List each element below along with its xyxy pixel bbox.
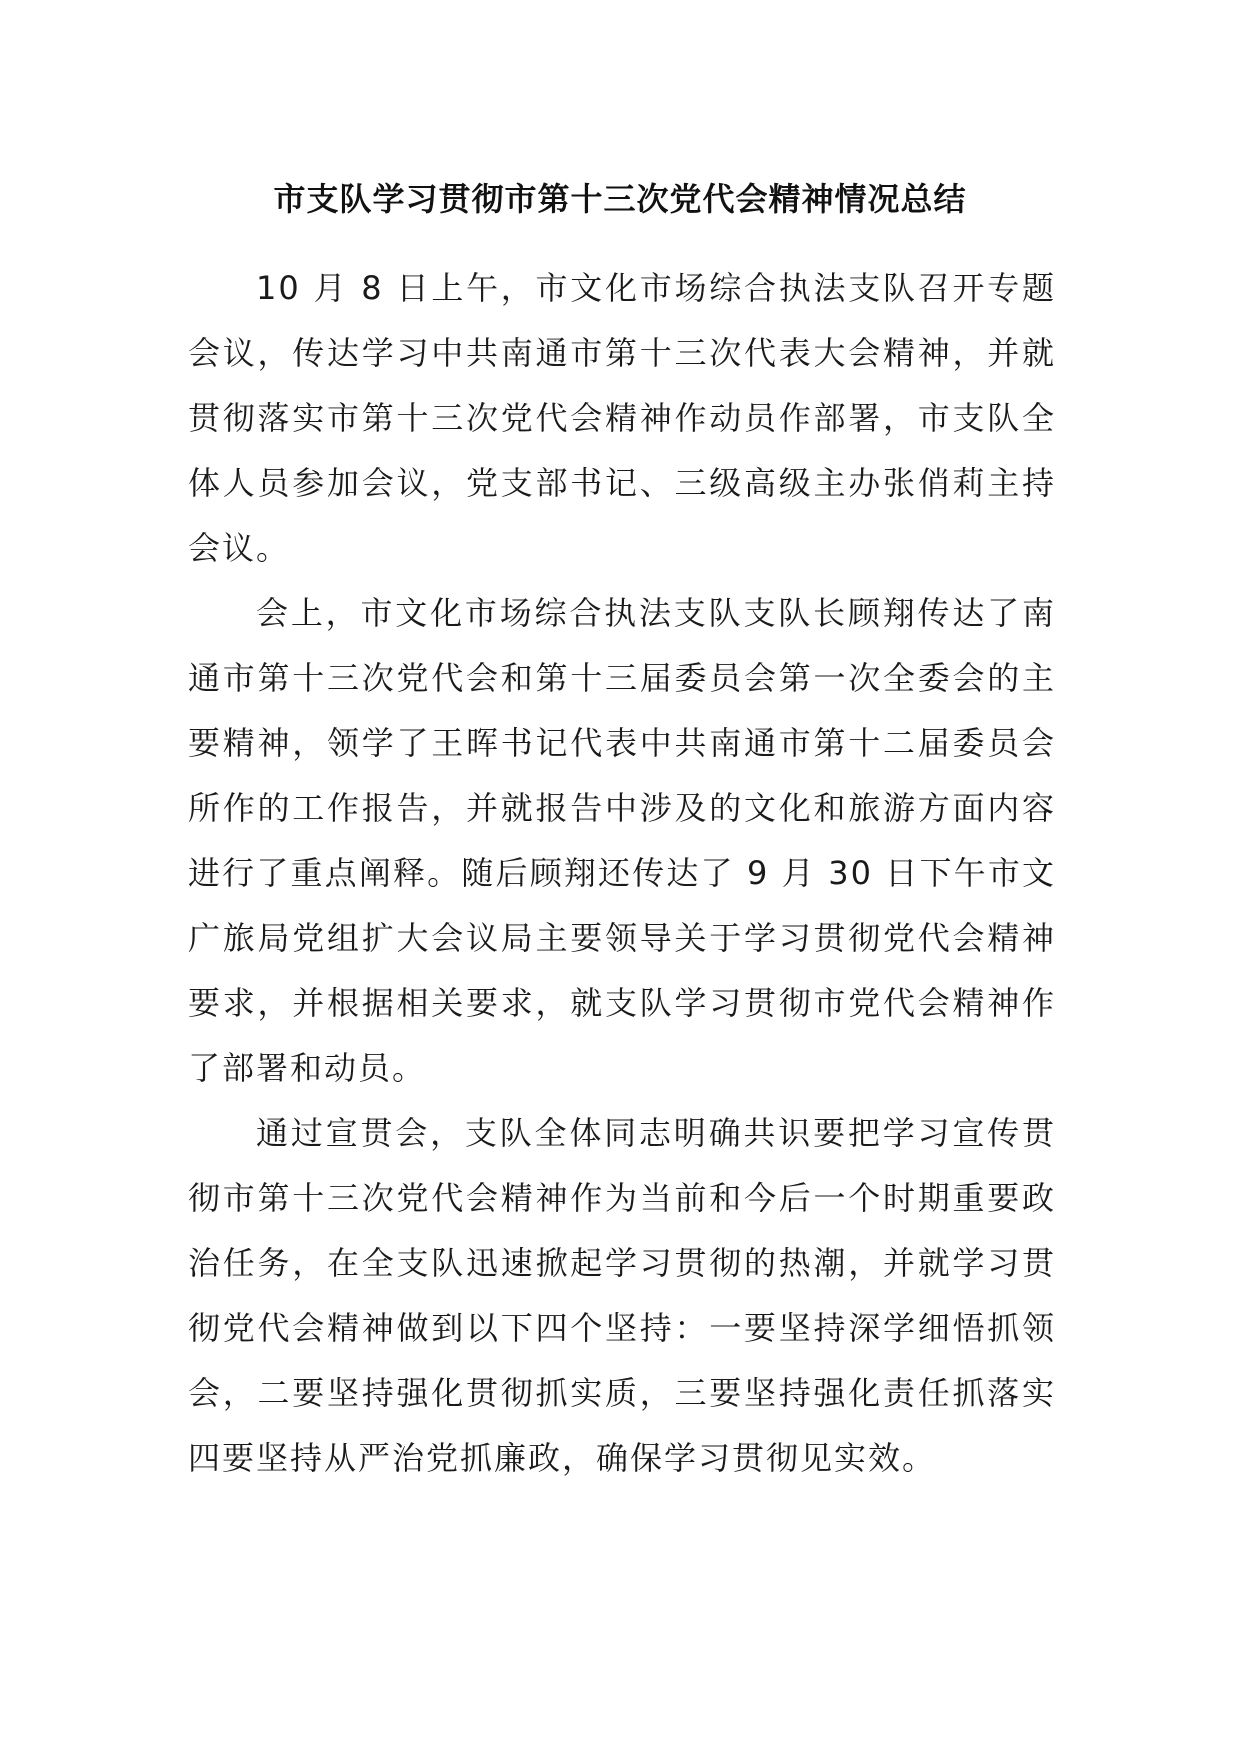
paragraph-2: 会上，市文化市场综合执法支队支队长顾翔传达了南通市第十三次党代会和第十三届委员会第一次全委会的主要精神，领学了王晖书记代表中共南通市第十二届委员会所作的工作报告，并就报告中涉及的文化和旅游方面内容进行了重点阐释。随后顾翔还传达了 9 月 30 日下午市文广旅局党组扩大会议局主要领导关于学习贯彻党代会精神要求，并根据相关要求，就支队学习贯彻市党代会精神作了部署和动员。 bbox=[188, 594, 1056, 1087]
paragraph-3: 通过宣贯会，支队全体同志明确共识要把学习宣传贯彻市第十三次党代会精神作为当前和今后一个时期重要政治任务，在全支队迅速掀起学习贯彻的热潮，并就学习贯彻党代会精神做到以下四个坚持：一要坚持深学细悟抓领会，二要坚持强化贯彻抓实质，三要坚持强化责任抓落实四要坚持从严治党抓廉政，确保学习贯彻见实效。 bbox=[188, 1114, 1056, 1477]
paragraph-1: 10 月 8 日上午，市文化市场综合执法支队召开专题会议，传达学习中共南通市第十三次代表大会精神，并就贯彻落实市第十三次党代会精神作动员作部署，市支队全体人员参加会议，党支部书记、三级高级主办张俏莉主持会议。 bbox=[188, 269, 1056, 567]
document-body bbox=[188, 256, 1056, 1491]
document-title: 市支队学习贯彻市第十三次党代会精神情况总结 bbox=[273, 180, 967, 218]
